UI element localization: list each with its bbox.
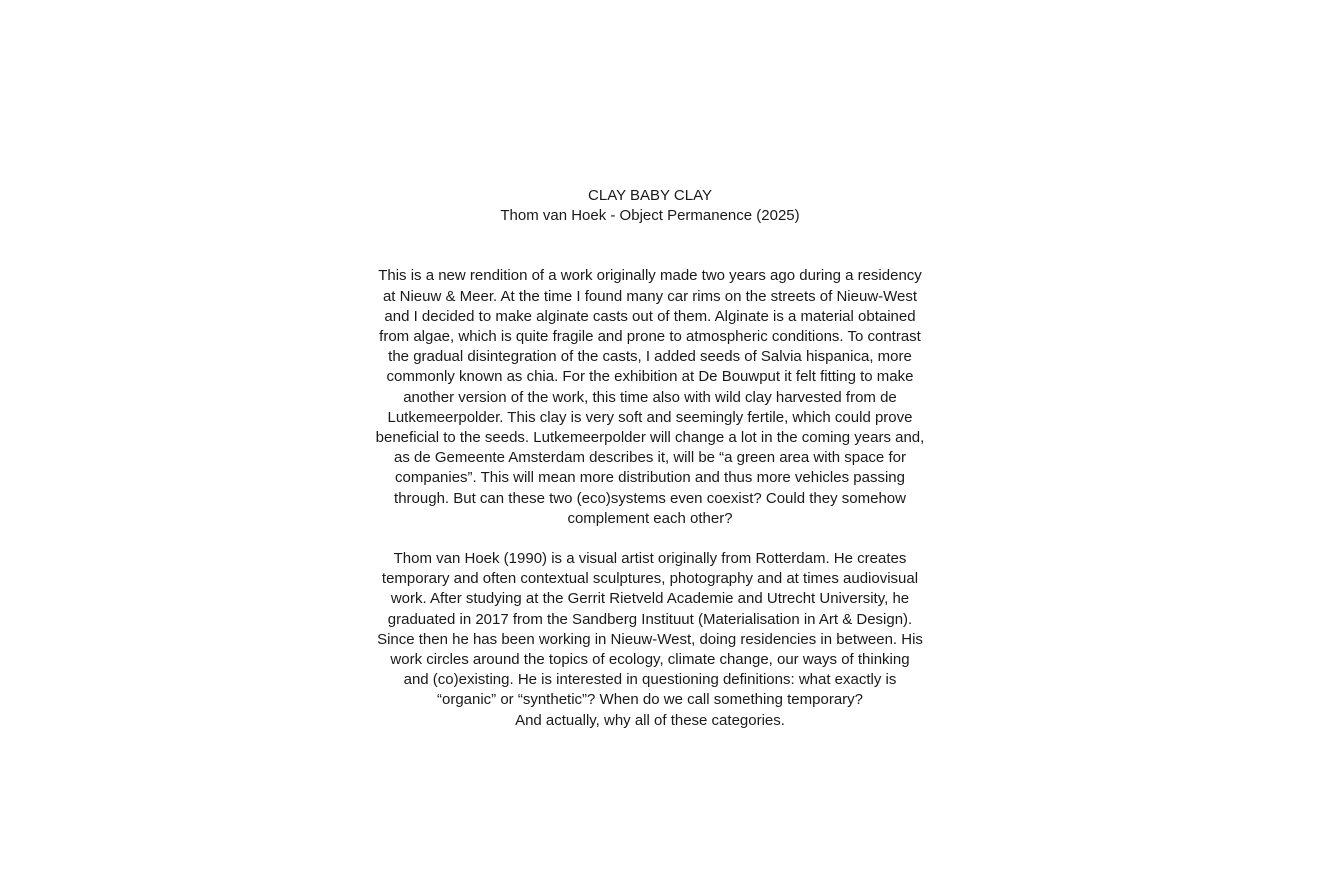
paragraph-line: graduated in 2017 from the Sandberg Instituut (Materialisation in Art & Design). (387, 610, 913, 628)
paragraph-line: This is a new rendition of a work originally made two years ago during a residency (378, 267, 922, 285)
paragraph-line: from algae, which is quite fragile and prone to atmospheric conditions. To contrast (379, 328, 921, 346)
paragraph-line: work. After studying at the Gerrit Rietveld Academie and Utrecht University, he (390, 590, 910, 608)
paragraph-line: the gradual disintegration of the casts, I added seeds of Salvia hispanica, more (388, 348, 912, 366)
paragraph-artwork-description (352, 266, 948, 529)
paragraph-line: at Nieuw & Meer. At the time I found many car rims on the streets of Nieuw-West (382, 287, 918, 305)
paragraph-line: and (co)existing. He is interested in questioning definitions: what exactly is (403, 671, 897, 689)
paragraph-line: Lutkemeerpolder. This clay is very soft and seemingly fertile, which could prove (387, 408, 913, 426)
paragraph-line: Thom van Hoek (1990) is a visual artist originally from Rotterdam. He creates (393, 550, 907, 568)
paragraph-line: companies”. This will mean more distribution and thus more vehicles passing (395, 469, 905, 487)
paragraph-line: temporary and often contextual sculptures, photography and at times audiovisual (381, 570, 919, 588)
paragraph-line: Since then he has been working in Nieuw-West, doing residencies in between. His (377, 630, 923, 648)
paragraph-line: another version of the work, this time also with wild clay harvested from de (403, 388, 897, 406)
paragraph-line: through. But can these two (eco)systems even coexist? Could they somehow (394, 489, 906, 507)
document-title: CLAY BABY CLAY (588, 187, 712, 204)
paragraph-line: as de Gemeente Amsterdam describes it, will be “a green area with space for (394, 449, 906, 467)
paragraph-line: beneficial to the seeds. Lutkemeerpolder will change a lot in the coming years and, (375, 429, 925, 447)
paragraph-line: complement each other? (567, 509, 733, 527)
paragraph-line: and I decided to make alginate casts out of them. Alginate is a material obtained (384, 307, 916, 325)
text-block (352, 186, 948, 731)
paragraph-line: “organic” or “synthetic”? When do we call something temporary? (436, 691, 863, 709)
document-subtitle: Thom van Hoek - Object Permanence (2025) (500, 207, 800, 225)
paragraph-line: work circles around the topics of ecology, climate change, our ways of thinking (390, 651, 910, 669)
paragraph-line: commonly known as chia. For the exhibition at De Bouwput it felt fitting to make (386, 368, 914, 386)
paragraph-artist-bio (352, 549, 948, 731)
paragraph-line: And actually, why all of these categories. (515, 711, 785, 729)
